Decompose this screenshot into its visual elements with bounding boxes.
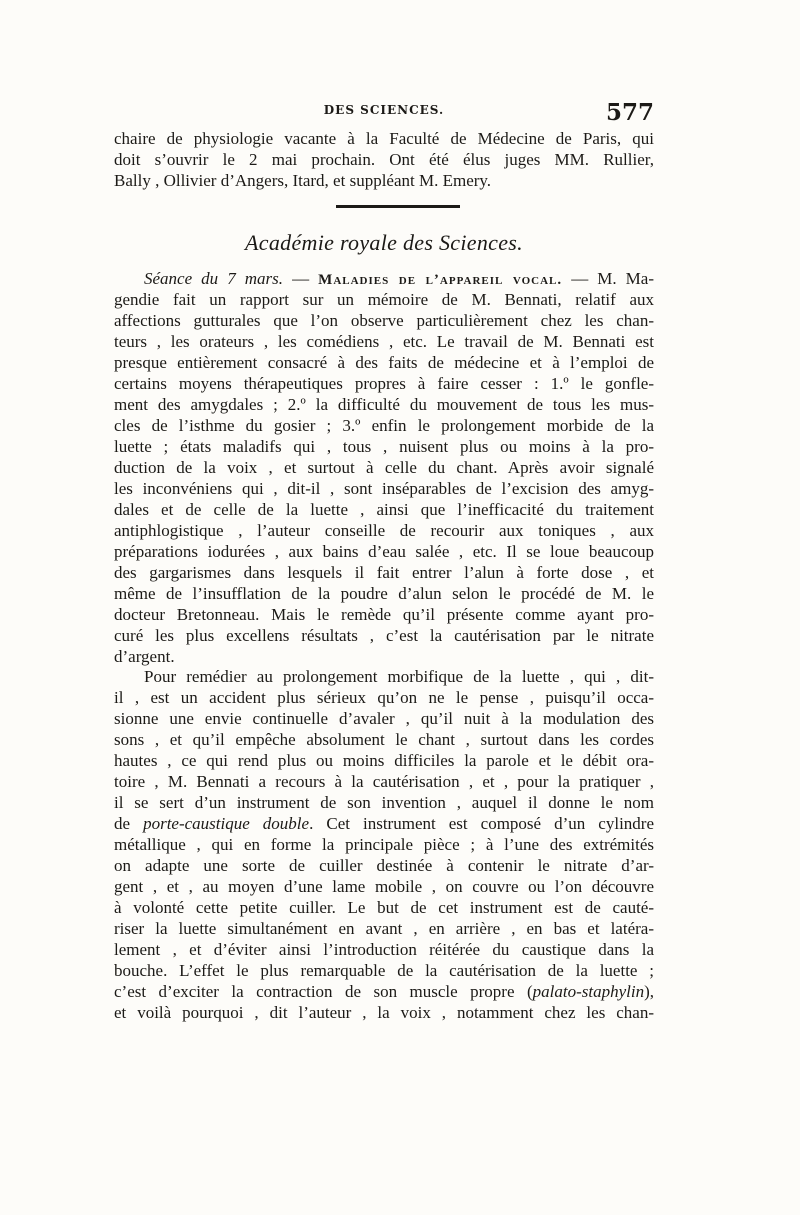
text-line: curé les plus excellens résultats , c’est la cautérisation par le nitrate bbox=[114, 626, 654, 645]
paragraph-cauterisation bbox=[114, 666, 654, 1023]
text-line: ment des amygdales ; 2.º la difficulté du mouvement de tous les mus- bbox=[114, 395, 654, 414]
page-number: 577 bbox=[605, 99, 654, 126]
text-line: antiphlogistique , l’auteur conseille de recourir aux toniques , aux bbox=[114, 521, 654, 540]
text-line: à volonté cette petite cuiller. Le but de cet instrument est de cauté- bbox=[114, 898, 654, 917]
text-line bbox=[114, 981, 654, 1002]
text-segment: . Cet instrument est composé d’un cylindre bbox=[309, 814, 654, 833]
text-line: hautes , ce qui rend plus ou moins difficiles la parole et le débit ora- bbox=[114, 751, 654, 770]
text-line: métallique , qui en forme la principale pièce ; à l’une des extrémités bbox=[114, 835, 654, 854]
text-line: luette ; états maladifs qui , tous , nuisent plus ou moins à la pro- bbox=[114, 437, 654, 456]
text-line: docteur Bretonneau. Mais le remède qu’il présente comme ayant pro- bbox=[114, 605, 654, 624]
text-line: doit s’ouvrir le 2 mai prochain. Ont été élus juges MM. Rullier, bbox=[114, 150, 654, 169]
text-line: des gargarismes dans lesquels il fait entrer l’alun à forte dose , et bbox=[114, 563, 654, 582]
seance-line bbox=[114, 268, 654, 289]
text-line: Bally , Ollivier d’Angers, Itard, et suppléant M. Emery. bbox=[114, 171, 492, 190]
text-line: préparations iodurées , aux bains d’eau salée , etc. Il se loue beaucoup bbox=[114, 542, 654, 561]
text-line: duction de la voix , et surtout à celle du chant. Après avoir signalé bbox=[114, 458, 654, 477]
text-segment: de bbox=[114, 814, 144, 833]
seance-rest: M. Ma- bbox=[597, 269, 655, 288]
text-line: on adapte une sorte de cuiller destinée à contenir le nitrate d’ar- bbox=[114, 856, 654, 875]
text-line: bouche. L’effet le plus remarquable de la cautérisation de la luette ; bbox=[114, 961, 654, 980]
dash: — bbox=[283, 269, 319, 288]
text-line: et voilà pourquoi , dit l’auteur , la voix , notamment chez les chan- bbox=[114, 1003, 654, 1022]
text-line: affections gutturales que l’on observe particulièrement chez les chan- bbox=[114, 311, 654, 330]
seance-date: Séance du 7 mars. bbox=[144, 269, 284, 288]
text-line: chaire de physiologie vacante à la Faculté de Médecine de Paris, qui bbox=[114, 129, 654, 148]
page-header bbox=[114, 101, 654, 127]
text-line: lement , et d’éviter ainsi l’introduction réitérée du caustique dans la bbox=[114, 940, 654, 959]
text-line: sionne une envie continuelle d’avaler , qu’il nuit à la modulation des bbox=[114, 709, 654, 728]
italic-term: palato-staphylin bbox=[532, 982, 645, 1001]
text-line: Pour remédier au prolongement morbifique de la luette , qui , dit- bbox=[144, 667, 654, 686]
text-segment: c’est d’exciter la contraction de son muscle propre ( bbox=[114, 982, 533, 1001]
seance-heading: Maladies de l’appareil vocal. bbox=[318, 272, 563, 288]
text-line: teurs , les orateurs , les comédiens , etc. Le travail de M. Bennati est bbox=[114, 332, 654, 351]
section-title: Académie royale des Sciences. bbox=[245, 230, 523, 255]
text-line: gendie fait un rapport sur un mémoire de M. Bennati, relatif aux bbox=[114, 290, 654, 309]
text-line: sons , et qu’il empêche absolument le chant , surtout dans les cordes bbox=[114, 730, 654, 749]
text-line: presque entièrement consacré à des faits de médecine et à l’emploi de bbox=[114, 353, 654, 372]
italic-term: porte-caustique double bbox=[143, 814, 310, 833]
paragraph-seance bbox=[114, 268, 654, 667]
text-line: même de l’insufflation de la poudre d’alun selon le procédé de M. le bbox=[114, 584, 654, 603]
text-line: dales et de celle de la luette , ainsi que l’inefficacité du traitement bbox=[114, 500, 654, 519]
text-line: d’argent. bbox=[114, 647, 175, 666]
text-segment: ), bbox=[644, 982, 654, 1001]
running-head: DES SCIENCES. bbox=[323, 103, 445, 117]
text-line: toire , M. Bennati a recours à la cautérisation , et , pour la pratiquer , bbox=[114, 772, 654, 791]
dash: — bbox=[562, 269, 598, 288]
text-line: gent , et , au moyen d’une lame mobile , on couvre ou l’on découvre bbox=[114, 877, 654, 896]
text-line: les inconvéniens qui , dit-il , sont inséparables de l’excision des amyg- bbox=[114, 479, 654, 498]
text-line: il , est un accident plus sérieux qu’on ne le pense , puisqu’il occa- bbox=[114, 688, 654, 707]
text-line: riser la luette simultanément en avant , en arrière , en bas et latéra- bbox=[114, 919, 654, 938]
text-line bbox=[114, 813, 654, 834]
text-line: certains moyens thérapeutiques propres à faire cesser : 1.º le gonfle- bbox=[114, 374, 654, 393]
text-line: il se sert d’un instrument de son invention , auquel il donne le nom bbox=[114, 793, 654, 812]
section-divider bbox=[336, 205, 460, 208]
text-line: cles de l’isthme du gosier ; 3.º enfin le prolongement morbide de la bbox=[114, 416, 654, 435]
top-paragraph bbox=[114, 128, 654, 191]
